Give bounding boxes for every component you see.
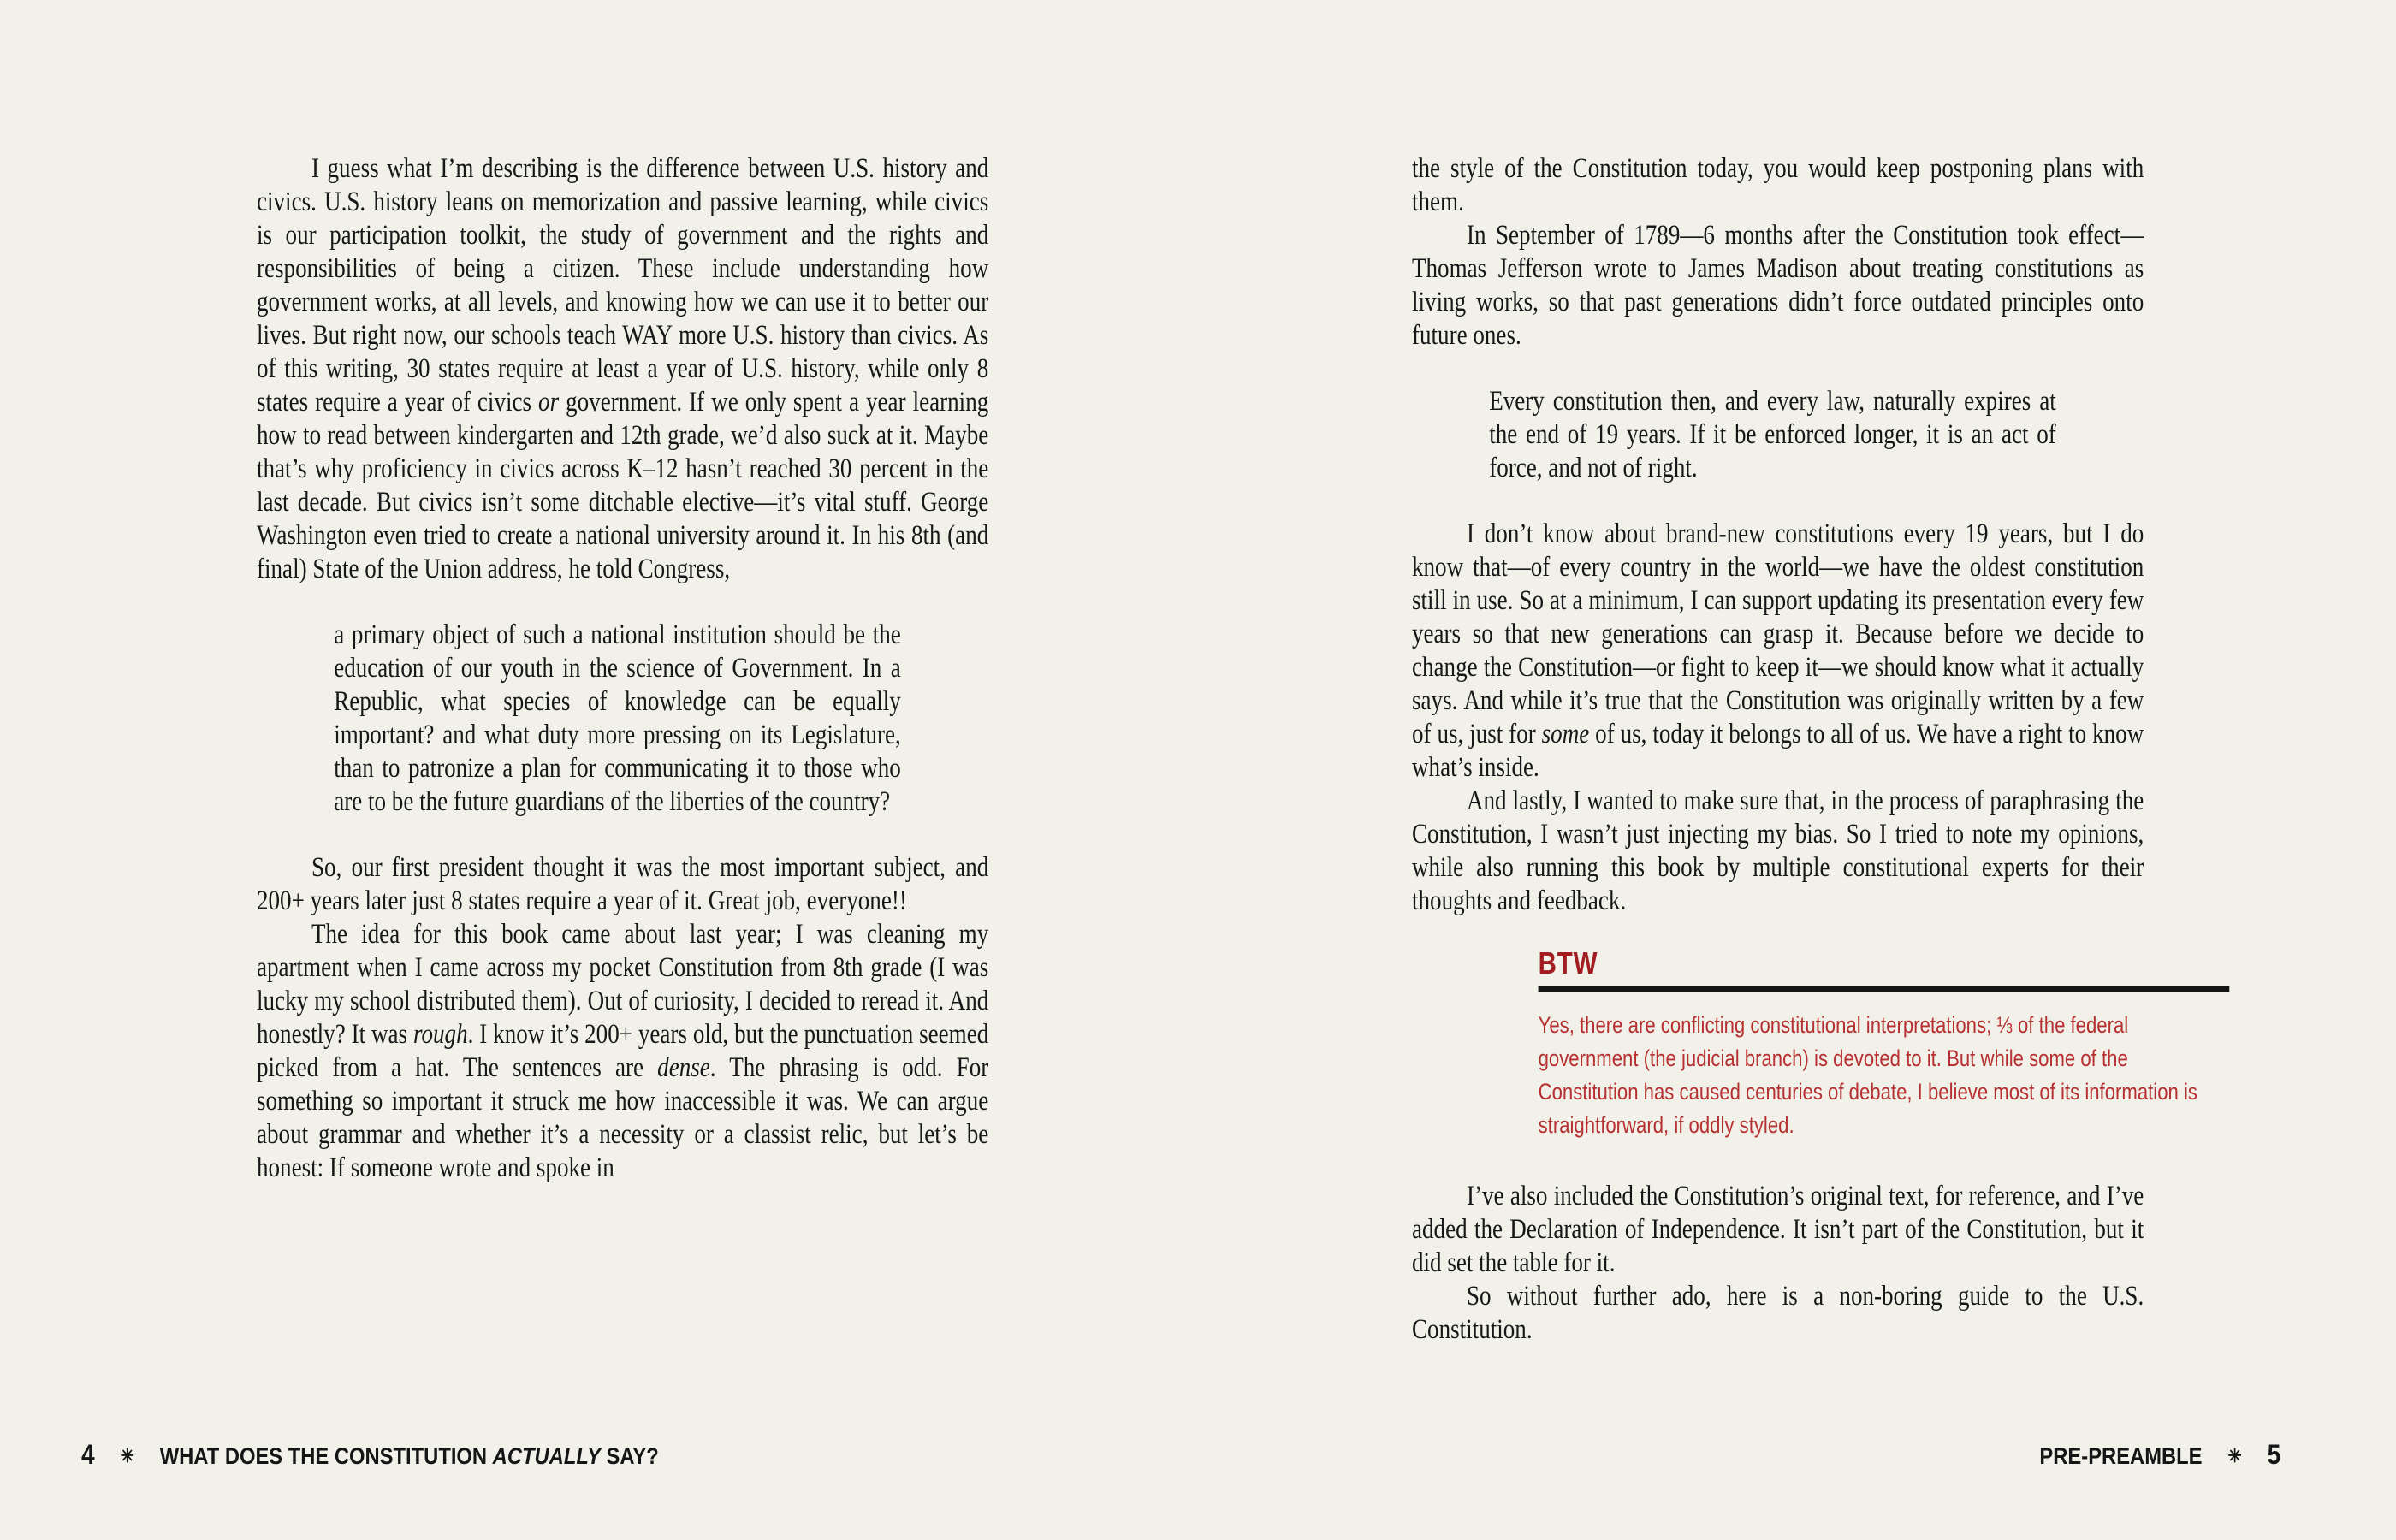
asterisk-separator-icon: ✳ [120, 1445, 134, 1466]
block-quote: Every constitution then, and every law, naturally expires at the end of 19 years. If it be enforced longer, it is an act of force, and not of right. [1489, 386, 2056, 483]
page-number: 4 [81, 1439, 95, 1470]
body-paragraph: I’ve also included the Constitution’s original text, for reference, and I’ve added the Declaration of Independence. It isn’t part of the Constitution, but it did set the table for it. [1412, 1181, 2144, 1278]
right-page [1412, 152, 2198, 1347]
btw-heading: BTW [1538, 945, 1598, 980]
right-page-footer [2039, 1439, 2280, 1471]
btw-rule [1539, 986, 2230, 992]
body-paragraph: And lastly, I wanted to make sure that, in the process of paraphrasing the Constitution, I wasn’t just injecting my bias. So I tried to note my opinions, while also running this book by multiple constitutional experts for their thoughts and feedback. [1412, 785, 2144, 916]
left-page [257, 152, 988, 1185]
right-page-text-column [1412, 152, 2198, 1347]
btw-callout [1539, 947, 2230, 1142]
btw-note-text: Yes, there are conflicting constitutional interpretations; ⅓ of the federal government (the judicial branch) is devoted to it. But while some of the Constitution has caused centuries of debate, I believe most of its information is straightforward, if oddly styled. [1538, 1012, 2198, 1138]
left-page-text-column [257, 152, 988, 1185]
body-paragraph: In September of 1789—6 months after the Constitution took effect—Thomas Jefferson wrote to James Madison about treating constitutions as living works, so that past generations didn’t force outdated principles onto future ones. [1412, 220, 2144, 351]
body-paragraph: the style of the Constitution today, you would keep postponing plans with them. [1412, 153, 2144, 217]
left-page-footer [81, 1439, 659, 1471]
body-paragraph: So without further ado, here is a non-boring guide to the U.S. Constitution. [1412, 1281, 2144, 1345]
running-title: PRE-PREAMBLE [2039, 1443, 2203, 1469]
body-paragraph: I don’t know about brand-new constitutions every 19 years, but I do know that—of every country in the world—we have the oldest constitution still in use. So at a minimum, I can support updating its presentation every few years so that new generations can grasp it. Because before we decide to change the Constitution—or fight to keep it—we should know what it actually says. And while it’s true that the Constitution was originally written by a few of us, just for some of us, today it belongs to all of us. We have a right to know what’s inside. [1412, 518, 2144, 783]
asterisk-separator-icon: ✳ [2227, 1445, 2242, 1466]
running-title: WHAT DOES THE CONSTITUTION ACTUALLY SAY? [159, 1443, 659, 1469]
body-paragraph: The idea for this book came about last year; I was cleaning my apartment when I came across my pocket Constitution from 8th grade (I was lucky my school distributed them). Out of curiosity, I decided to reread it. And honestly? It was rough. I know it’s 200+ years old, but the punctuation seemed picked from a hat. The sentences are dense. The phrasing is odd. For something so important it struck me how inaccessible it was. We can argue about grammar and whether it’s a necessity or a classist relic, but let’s be honest: If someone wrote and spoke in [257, 919, 989, 1183]
page-number: 5 [2267, 1439, 2280, 1470]
block-quote: a primary object of such a national institution should be the education of our youth in the science of Government. In a Republic, what species of knowledge can be equally important? and what duty more pressing on its Legislature, than to patronize a plan for communicating it to those who are to be the future guardians of the liberties of the country? [334, 619, 901, 817]
body-paragraph: I guess what I’m describing is the difference between U.S. history and civics. U.S. history leans on memorization and passive learning, while civics is our participation toolkit, the study of government and the rights and responsibilities of being a citizen. These include understanding how government works, at all levels, and knowing how we can use it to better our lives. But right now, our schools teach WAY more U.S. history than civics. As of this writing, 30 states require at least a year of U.S. history, while only 8 states require a year of civics or government. If we only spent a year learning how to read between kindergarten and 12th grade, we’d also suck at it. Maybe that’s why proficiency in civics across K–12 hasn’t reached 30 percent in the last decade. But civics isn’t some ditchable elective—it’s vital stuff. George Washington even tried to create a national university around it. In his 8th (and final) State of the Union address, he told Congress, [257, 153, 989, 584]
body-paragraph: So, our first president thought it was the most important subject, and 200+ years later just 8 states require a year of it. Great job, everyone!! [257, 852, 989, 916]
